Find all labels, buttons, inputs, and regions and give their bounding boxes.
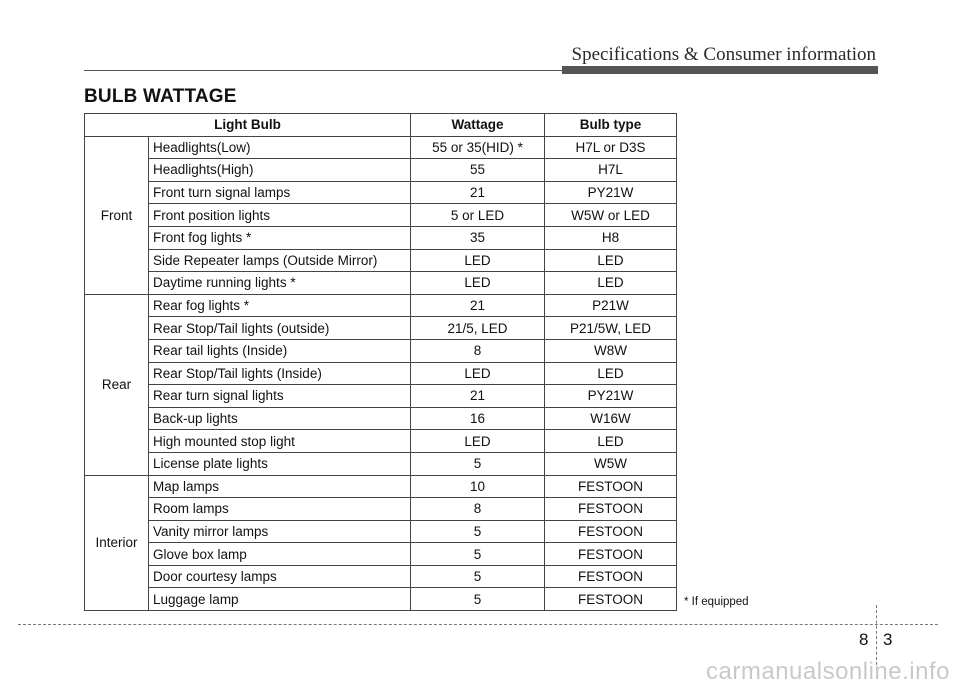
column-header-bulb-type: Bulb type bbox=[545, 114, 677, 137]
wattage-cell: 21 bbox=[411, 181, 545, 204]
light-bulb-cell: License plate lights bbox=[149, 452, 411, 475]
footer-dashed-rule bbox=[18, 624, 938, 625]
bulb-type-cell: H7L or D3S bbox=[545, 136, 677, 159]
light-bulb-cell: Front turn signal lamps bbox=[149, 181, 411, 204]
bulb-type-cell: LED bbox=[545, 272, 677, 295]
light-bulb-cell: Back-up lights bbox=[149, 407, 411, 430]
wattage-cell: 5 bbox=[411, 452, 545, 475]
wattage-cell: 16 bbox=[411, 407, 545, 430]
table-row bbox=[85, 588, 677, 611]
table-row bbox=[85, 520, 677, 543]
light-bulb-cell: Vanity mirror lamps bbox=[149, 520, 411, 543]
chapter-number: 8 bbox=[859, 630, 869, 649]
bulb-type-cell: LED bbox=[545, 362, 677, 385]
table-row bbox=[85, 159, 677, 182]
bulb-type-cell: H8 bbox=[545, 226, 677, 249]
light-bulb-cell: Rear turn signal lights bbox=[149, 385, 411, 408]
wattage-cell: 8 bbox=[411, 498, 545, 521]
header-rule bbox=[84, 70, 578, 71]
table-row bbox=[85, 339, 677, 362]
light-bulb-cell: Map lamps bbox=[149, 475, 411, 498]
page-number-divider bbox=[876, 605, 877, 665]
wattage-cell: 5 bbox=[411, 565, 545, 588]
table-row bbox=[85, 294, 677, 317]
wattage-cell: 10 bbox=[411, 475, 545, 498]
light-bulb-cell: Door courtesy lamps bbox=[149, 565, 411, 588]
light-bulb-cell: Luggage lamp bbox=[149, 588, 411, 611]
light-bulb-cell: Headlights(High) bbox=[149, 159, 411, 182]
light-bulb-cell: Rear Stop/Tail lights (outside) bbox=[149, 317, 411, 340]
light-bulb-cell: Rear Stop/Tail lights (Inside) bbox=[149, 362, 411, 385]
table-row bbox=[85, 362, 677, 385]
bulb-type-cell: LED bbox=[545, 249, 677, 272]
table-header-row bbox=[85, 114, 677, 137]
wattage-cell: LED bbox=[411, 362, 545, 385]
bulb-type-cell: W16W bbox=[545, 407, 677, 430]
bulb-type-cell: P21W bbox=[545, 294, 677, 317]
table-row bbox=[85, 385, 677, 408]
header-accent-bar bbox=[562, 66, 878, 74]
bulb-type-cell: FESTOON bbox=[545, 498, 677, 521]
table-row bbox=[85, 475, 677, 498]
group-label-rear: Rear bbox=[85, 294, 149, 475]
light-bulb-cell: Rear tail lights (Inside) bbox=[149, 339, 411, 362]
wattage-cell: LED bbox=[411, 430, 545, 453]
table-row bbox=[85, 249, 677, 272]
watermark: carmanualsonline.info bbox=[706, 658, 950, 685]
table-row bbox=[85, 272, 677, 295]
light-bulb-cell: Front fog lights * bbox=[149, 226, 411, 249]
table-body bbox=[85, 136, 677, 610]
footnote: * If equipped bbox=[684, 596, 749, 608]
wattage-cell: 21 bbox=[411, 385, 545, 408]
wattage-cell: 5 bbox=[411, 520, 545, 543]
wattage-cell: 5 bbox=[411, 588, 545, 611]
wattage-cell: 5 bbox=[411, 543, 545, 566]
wattage-cell: 21 bbox=[411, 294, 545, 317]
bulb-type-cell: FESTOON bbox=[545, 520, 677, 543]
light-bulb-cell: Front position lights bbox=[149, 204, 411, 227]
bulb-wattage-table bbox=[84, 113, 677, 611]
light-bulb-cell: Glove box lamp bbox=[149, 543, 411, 566]
bulb-type-cell: FESTOON bbox=[545, 475, 677, 498]
table-row bbox=[85, 407, 677, 430]
light-bulb-cell: High mounted stop light bbox=[149, 430, 411, 453]
wattage-cell: 55 bbox=[411, 159, 545, 182]
bulb-type-cell: PY21W bbox=[545, 181, 677, 204]
light-bulb-cell: Headlights(Low) bbox=[149, 136, 411, 159]
section-title: BULB WATTAGE bbox=[84, 86, 237, 107]
group-label-interior: Interior bbox=[85, 475, 149, 611]
table-row bbox=[85, 226, 677, 249]
wattage-cell: LED bbox=[411, 249, 545, 272]
table-row bbox=[85, 181, 677, 204]
page-number: 3 bbox=[883, 630, 893, 649]
wattage-cell: 5 or LED bbox=[411, 204, 545, 227]
bulb-type-cell: LED bbox=[545, 430, 677, 453]
bulb-type-cell: P21/5W, LED bbox=[545, 317, 677, 340]
table-row bbox=[85, 430, 677, 453]
wattage-cell: 21/5, LED bbox=[411, 317, 545, 340]
group-label-front: Front bbox=[85, 136, 149, 294]
bulb-type-cell: PY21W bbox=[545, 385, 677, 408]
wattage-cell: LED bbox=[411, 272, 545, 295]
bulb-type-cell: W5W bbox=[545, 452, 677, 475]
bulb-type-cell: FESTOON bbox=[545, 543, 677, 566]
light-bulb-cell: Daytime running lights * bbox=[149, 272, 411, 295]
table-row bbox=[85, 498, 677, 521]
table-row bbox=[85, 317, 677, 340]
wattage-cell: 8 bbox=[411, 339, 545, 362]
column-header-wattage: Wattage bbox=[411, 114, 545, 137]
wattage-cell: 55 or 35(HID) * bbox=[411, 136, 545, 159]
table-row bbox=[85, 452, 677, 475]
bulb-type-cell: W5W or LED bbox=[545, 204, 677, 227]
page-header-title: Specifications & Consumer information bbox=[571, 44, 876, 65]
bulb-type-cell: FESTOON bbox=[545, 565, 677, 588]
bulb-type-cell: W8W bbox=[545, 339, 677, 362]
light-bulb-cell: Rear fog lights * bbox=[149, 294, 411, 317]
light-bulb-cell: Side Repeater lamps (Outside Mirror) bbox=[149, 249, 411, 272]
table-row bbox=[85, 565, 677, 588]
light-bulb-cell: Room lamps bbox=[149, 498, 411, 521]
bulb-type-cell: H7L bbox=[545, 159, 677, 182]
bulb-type-cell: FESTOON bbox=[545, 588, 677, 611]
wattage-cell: 35 bbox=[411, 226, 545, 249]
column-header-light-bulb: Light Bulb bbox=[85, 114, 411, 137]
table-row bbox=[85, 136, 677, 159]
table-row bbox=[85, 204, 677, 227]
table-row bbox=[85, 543, 677, 566]
